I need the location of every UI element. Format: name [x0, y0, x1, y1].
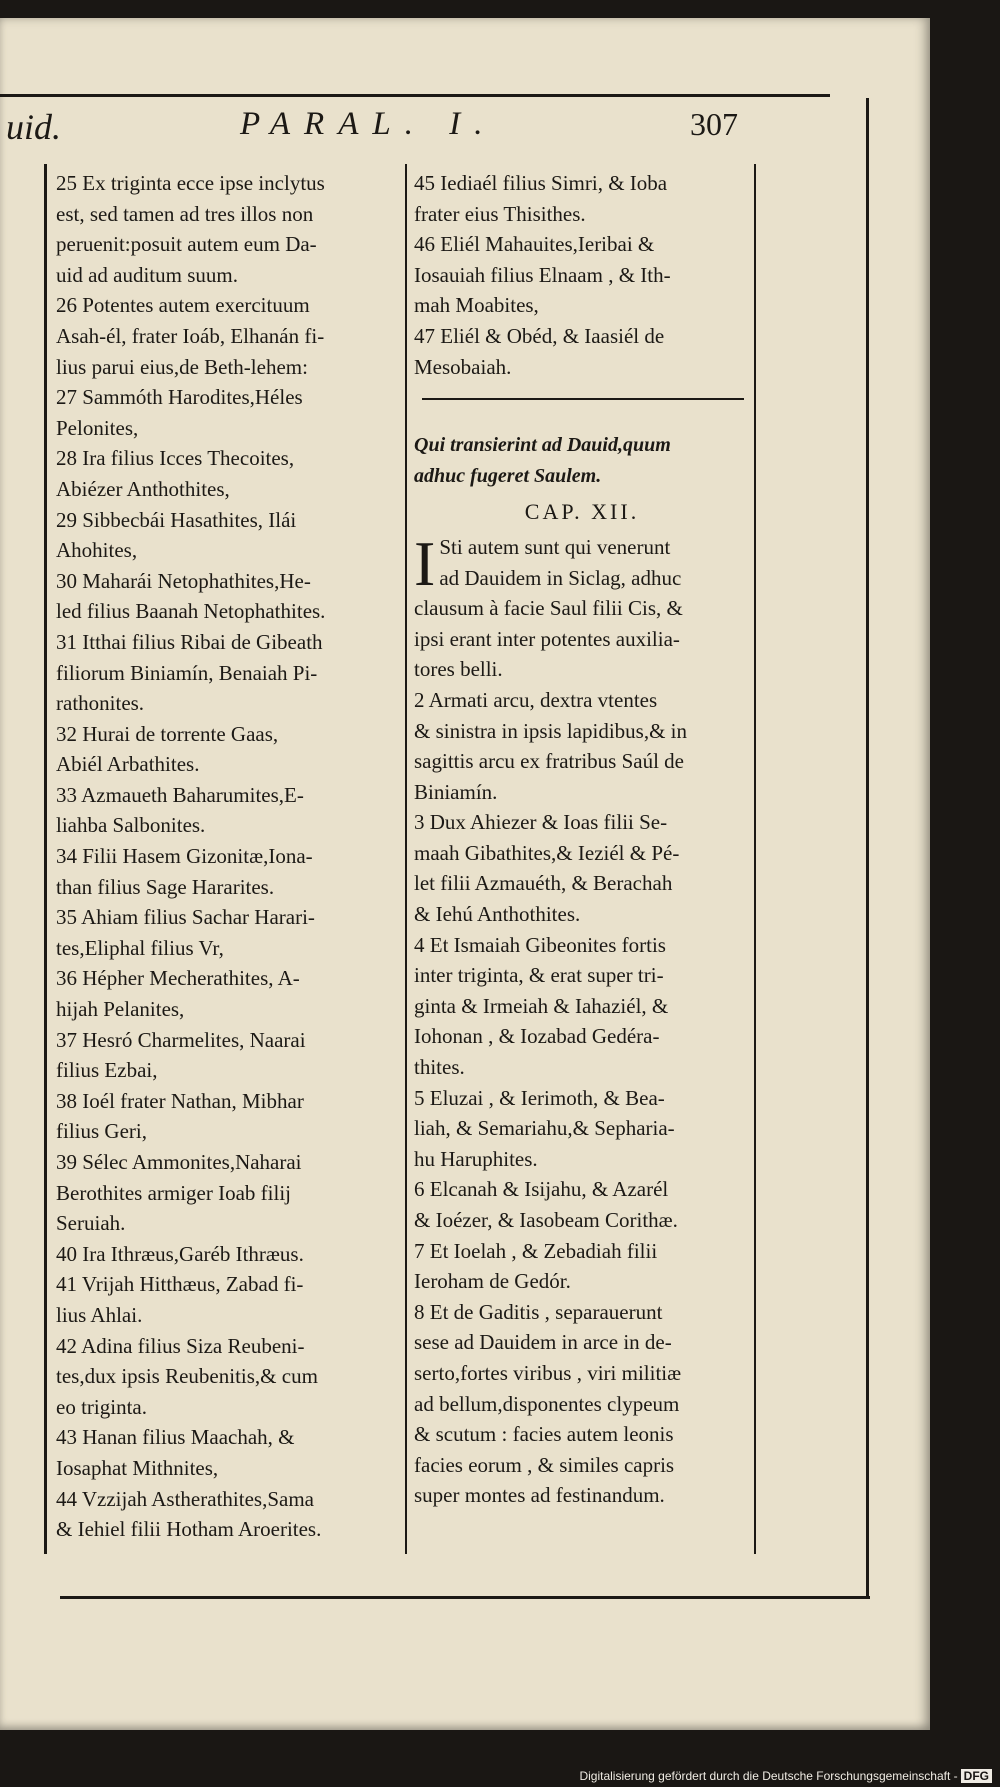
column-rule-middle: [405, 164, 407, 1554]
text-line: Mesobaiah.: [414, 354, 512, 379]
text-line: serto,fortes viribus , viri militiæ: [414, 1360, 682, 1385]
text-line: 45 Iediaél filius Simri, & Ioba: [414, 171, 668, 195]
text-line: uid ad auditum suum.: [56, 262, 238, 287]
text-line: than filius Sage Hararites.: [56, 874, 275, 899]
text-line: lius Ahlai.: [56, 1302, 143, 1327]
text-line: Iohonan , & Iozabad Gedéra-: [414, 1024, 660, 1049]
top-rule: [0, 94, 830, 97]
text-line: 37 Hesró Charmelites, Naarai: [56, 1027, 306, 1052]
text-line: Pelonites,: [56, 415, 139, 440]
text-line: filius Ezbai,: [56, 1058, 158, 1083]
text-line: mah Moabites,: [414, 293, 539, 318]
text-line: liah, & Semariahu,& Sepharia-: [414, 1116, 675, 1141]
text-line: 7 Et Ioelah , & Zebadiah filii: [414, 1238, 658, 1263]
text-line: Iosauiah filius Elnaam , & Ith-: [414, 262, 671, 287]
text-line: Sti autem sunt qui venerunt: [439, 534, 671, 559]
text-line: sese ad Dauidem in arce in de-: [414, 1330, 672, 1355]
text-line: filius Geri,: [56, 1119, 147, 1144]
text-line: 40 Ira Ithræus,Garéb Ithræus.: [56, 1241, 304, 1266]
text-line: est, sed tamen ad tres illos non: [56, 201, 314, 226]
chapter-heading: CAP. XII.: [524, 499, 640, 525]
text-line: ad bellum,disponentes clypeum: [414, 1391, 680, 1416]
text-line: rathonites.: [56, 691, 145, 716]
text-line: 44 Vzzijah Astherathites,Sama: [56, 1486, 314, 1511]
text-line: eo triginta.: [56, 1394, 147, 1419]
chapter-body: [414, 527, 750, 1511]
digitization-credit: [579, 1769, 992, 1783]
text-line: 27 Sammóth Harodites,Héles: [56, 385, 303, 410]
page-number: 307: [690, 106, 738, 142]
text-line: tes,dux ipsis Reubenitis,& cum: [56, 1364, 318, 1389]
text-line: clausum à facie Saul filii Cis, &: [414, 596, 683, 621]
text-line: & Ioézer, & Iasobeam Corithæ.: [414, 1208, 678, 1232]
text-line: frater eius Thisithes.: [414, 201, 586, 226]
text-line: Ieroham de Gedór.: [414, 1269, 571, 1294]
text-line: ginta & Irmeiah & Iahaziél, &: [414, 993, 669, 1018]
text-line: tes,Eliphal filius Vr,: [56, 935, 224, 960]
text-line: 6 Elcanah & Isijahu, & Azarél: [414, 1177, 669, 1202]
text-line: 30 Maharái Netophathites,He-: [56, 568, 311, 593]
text-line: Ahohites,: [56, 538, 138, 563]
text-line: Abiézer Anthothites,: [56, 476, 230, 501]
text-line: lius parui eius,de Beth-lehem:: [56, 354, 308, 379]
text-line: & Iehú Anthothites.: [414, 902, 581, 927]
text-line: 29 Sibbecbái Hasathites, Ilái: [56, 507, 297, 532]
text-line: led filius Baanah Netophathites.: [56, 599, 326, 624]
text-line: 32 Hurai de torrente Gaas,: [56, 721, 279, 746]
text-line: 41 Vrijah Hitthæus, Zabad fi-: [56, 1272, 304, 1297]
text-line: 31 Itthai filius Ribai de Gibeath: [56, 629, 323, 654]
text-line: Abiél Arbathites.: [56, 752, 200, 777]
dfg-logo: DFG: [961, 1769, 992, 1783]
text-line: Asah-él, frater Ioáb, Elhanán fi-: [56, 323, 325, 348]
right-text-column: [414, 168, 750, 1511]
text-line: 2 Armati arcu, dextra vtentes: [414, 687, 658, 712]
credit-text: Digitalisierung gefördert durch die Deutsche Forschungsgemeinschaft -: [579, 1769, 958, 1783]
text-line: ipsi erant inter potentes auxilia-: [414, 626, 680, 651]
running-head-left: uid.: [6, 107, 62, 147]
text-line: 43 Hanan filius Maachah, &: [56, 1425, 295, 1450]
text-line: 39 Sélec Ammonites,Naharai: [56, 1150, 302, 1174]
text-line: 33 Azmaueth Baharumites,E-: [56, 782, 304, 807]
running-title: PARAL. I.: [240, 106, 497, 142]
text-line: maah Gibathites,& Ieziél & Pé-: [414, 840, 680, 865]
text-line: 47 Eliél & Obéd, & Iaasiél de: [414, 323, 665, 348]
section-heading: [414, 430, 750, 491]
text-line: thites.: [414, 1055, 465, 1080]
text-line: Biniamín.: [414, 779, 498, 804]
text-line: & Iehiel filii Hotham Aroerites.: [56, 1517, 322, 1542]
text-line: 35 Ahiam filius Sachar Harari-: [56, 905, 315, 930]
text-line: & scutum : facies autem leonis: [414, 1422, 674, 1447]
text-line: 3 Dux Ahiezer & Ioas filii Se-: [414, 810, 668, 835]
text-line: super montes ad festinandum.: [414, 1483, 665, 1508]
book-page: [0, 18, 930, 1730]
outer-rule-right: [866, 98, 869, 1598]
text-line: ad Dauidem in Siclag, adhuc: [439, 565, 682, 590]
bottom-rule: [60, 1596, 870, 1599]
text-line: filiorum Biniamín, Benaiah Pi-: [56, 660, 318, 685]
text-line: facies eorum , & similes capris: [414, 1452, 675, 1477]
text-line: Berothites armiger Ioab filij: [56, 1180, 292, 1205]
text-line: 8 Et de Gaditis , separauerunt: [414, 1299, 663, 1324]
text-line: 5 Eluzai , & Ierimoth, & Bea-: [414, 1085, 665, 1110]
text-line: hu Haruphites.: [414, 1146, 538, 1171]
text-line: 4 Et Ismaiah Gibeonites fortis: [414, 932, 666, 957]
left-text-column: [56, 168, 402, 1545]
text-line: 28 Ira filius Icces Thecoites,: [56, 446, 295, 471]
column-rule-right: [754, 164, 756, 1554]
heading-line: Qui transierint ad Dauid,quum: [414, 434, 671, 457]
text-line: 36 Hépher Mecherathites, A-: [56, 966, 300, 991]
text-line: 34 Filii Hasem Gizonitæ,Iona-: [56, 844, 313, 869]
text-line: & sinistra in ipsis lapidibus,& in: [414, 718, 688, 743]
text-line: hijah Pelanites,: [56, 997, 185, 1022]
text-line: Seruiah.: [56, 1211, 126, 1236]
text-line: 42 Adina filius Siza Reubeni-: [56, 1333, 305, 1358]
text-line: inter triginta, & erat super tri-: [414, 963, 664, 988]
verses-continued: [414, 168, 750, 382]
heading-line: adhuc fugeret Saulem.: [414, 464, 602, 487]
drop-capital: I: [414, 527, 436, 599]
column-rule-left: [44, 164, 47, 1554]
text-line: peruenit:posuit autem eum Da-: [56, 232, 317, 257]
text-line: liahba Salbonites.: [56, 813, 206, 838]
text-line: tores belli.: [414, 657, 503, 682]
text-line: Iosaphat Mithnites,: [56, 1455, 219, 1480]
section-divider: [422, 398, 744, 400]
text-line: 26 Potentes autem exercituum: [56, 293, 310, 318]
text-line: sagittis arcu ex fratribus Saúl de: [414, 749, 685, 774]
text-line: 25 Ex triginta ecce ipse inclytus: [56, 171, 325, 195]
text-line: 46 Eliél Mahauites,Ieribai &: [414, 232, 655, 257]
text-line: let filii Azmauéth, & Berachah: [414, 871, 673, 896]
text-line: 38 Ioél frater Nathan, Mibhar: [56, 1088, 304, 1113]
